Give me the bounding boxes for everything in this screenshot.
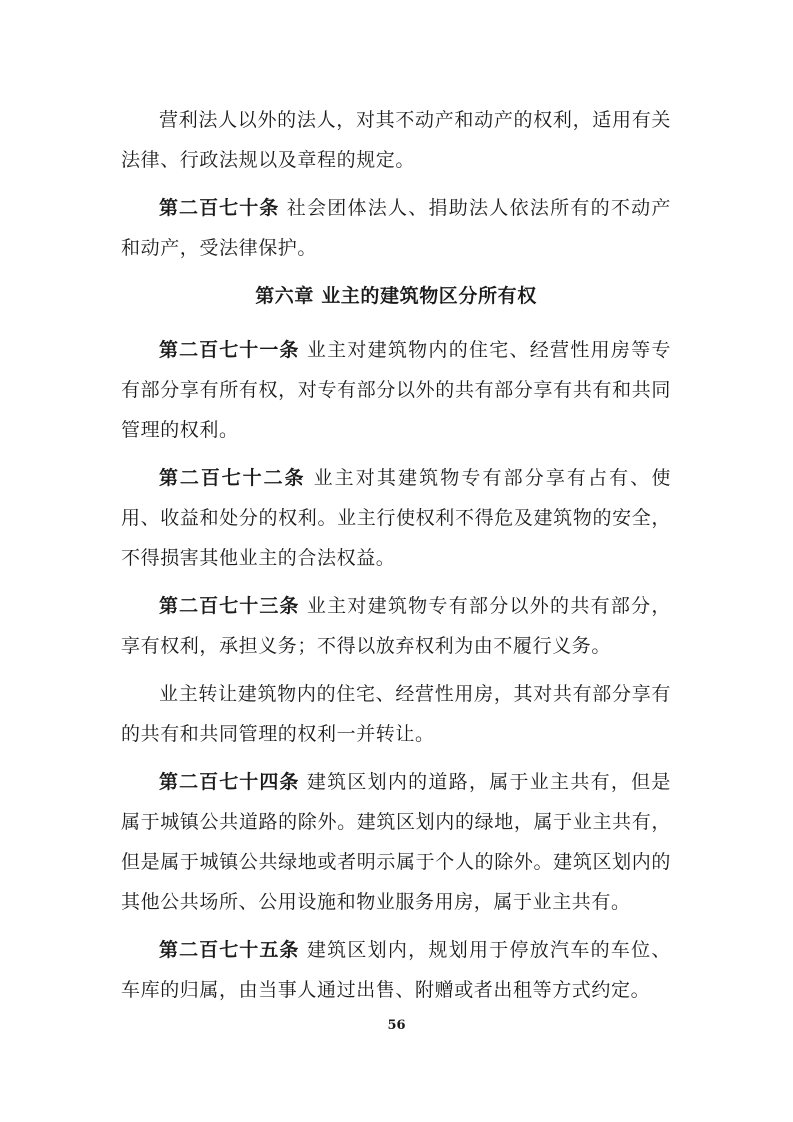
article-text: 建筑区划内的道路，属于业主共有，但是属于城镇公共道路的除外。建筑区划内的绿地，属于业主共有，但是属于城镇公共绿地或者明示属于个人的除外。建筑区划内的其他公共场所、公用设施和物业服务用房，属于业主共有。 [121, 771, 671, 913]
article-heading: 第二百七十条 [159, 197, 280, 219]
article-heading: 第二百七十二条 [159, 467, 306, 489]
article-text: 建筑区划内，规划用于停放汽车的车位、车库的归属，由当事人通过出售、附赠或者出租等方式约定。 [121, 939, 671, 1001]
article-heading: 第二百七十一条 [159, 339, 300, 361]
page-number: 56 [387, 1018, 406, 1033]
article-271 [121, 330, 671, 450]
chapter-title: 第六章 业主的建筑物区分所有权 [255, 285, 537, 307]
paragraph-text: 营利法人以外的法人，对其不动产和动产的权利，适用有关法律、行政法规以及章程的规定。 [121, 109, 671, 171]
article-heading: 第二百七十五条 [159, 939, 300, 961]
article-text: 业主对建筑物专有部分以外的共有部分，享有权利，承担义务；不得以放弃权利为由不履行义务。 [121, 595, 671, 657]
article-272 [121, 458, 671, 578]
document-body [121, 100, 671, 1018]
article-274 [121, 762, 671, 922]
article-heading: 第二百七十四条 [159, 771, 300, 793]
paragraph-continuation [121, 100, 671, 180]
article-275 [121, 930, 671, 1010]
article-273-paragraph-2 [121, 674, 671, 754]
article-text: 业主对其建筑物专有部分享有占有、使用、收益和处分的权利。业主行使权利不得危及建筑物的安全，不得损害其他业主的合法权益。 [121, 467, 671, 569]
article-heading: 第二百七十三条 [159, 595, 300, 617]
article-273 [121, 586, 671, 666]
article-270 [121, 188, 671, 268]
paragraph-text: 业主转让建筑物内的住宅、经营性用房，其对共有部分享有的共有和共同管理的权利一并转让。 [121, 683, 671, 745]
article-text: 业主对建筑物内的住宅、经营性用房等专有部分享有所有权，对专有部分以外的共有部分享有共有和共同管理的权利。 [121, 339, 671, 441]
article-text: 社会团体法人、捐助法人依法所有的不动产和动产，受法律保护。 [121, 197, 672, 259]
